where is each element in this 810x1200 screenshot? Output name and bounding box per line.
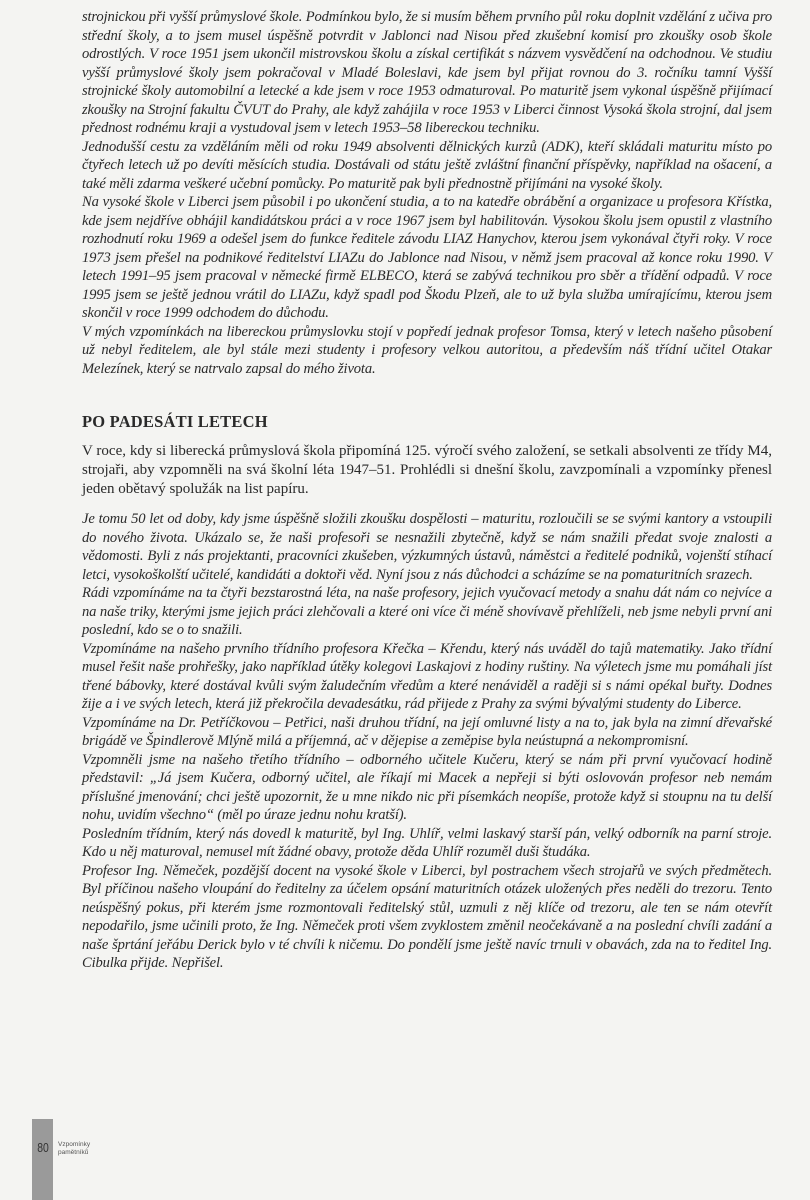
- paragraph: Posledním třídním, který nás dovedl k maturitě, byl Ing. Uhlíř, velmi laskavý starší pán, velký odborník na parní stroje. Kdo u něj maturoval, nemusel mít žádné obavy, protože děda Uhlíř rozuměl duši študáka.: [82, 825, 772, 860]
- paragraph: Vzpomínáme na Dr. Petříčkovou – Petřici, naši druhou třídní, na její omluvné listy a na to, jak byla na zimní dřevařské brigádě ve Špindlerově Mlýně milá a příjemná, ač v dějepise a zeměpise byla neústupná a nekompromisní.: [82, 714, 772, 749]
- paragraph: Rádi vzpomínáme na ta čtyři bezstarostná léta, na naše profesory, jejich vyučovací metody a snahu dát nám co nejvíce a na naše triky, kterými jsme jejich práci zlehčovali a které oni více či méně shovívavě přehlíželi, neb jsme nebyli první ani poslední, kdo se o to snažili.: [82, 585, 772, 638]
- paragraph: Vzpomněli jsme na našeho třetího třídního – odborného učitele Kučeru, který se nám při první vyučovací hodině představil: „Já jsem Kučera, odborný učitel, ale říkají mi Macek a nepřeji si býti oslovován profesor neb nemám příslušné jmenování; chci ještě upozornit, že u mne nikdo nic při písemkách neopíše, protože když si stoupnu na tu delší nohu, uvidím všechno“ (měl po úraze jednu nohu kratší).: [82, 751, 772, 823]
- paragraph: Jednodušší cestu za vzděláním měli od roku 1949 absolventi dělnických kurzů (ADK), kteří skládali maturitu místo po čtyřech letech už po devíti měsících studia. Dostávali od státu ještě zvláštní finanční příspěvky, například na ošacení, a také měli zdarma veškeré učební pomůcky. Po maturitě pak byli přednostně přijímáni na vysoké školy.: [82, 138, 772, 192]
- paragraph: Je tomu 50 let od doby, kdy jsme úspěšně složili zkoušku dospělosti – maturitu, rozloučili se se svými kantory a vstoupili do nového života. Ukázalo se, že naši profesoři se nesnažili zbytečně, když se nám snažili předat svoje znalosti a vědomosti. Byli z nás projektanti, pracovníci zkušeben, výzkumných ústavů, náměstci a ředitelé podniků, vojenští stíhací letci, vysokoškolští učitelé, kandidáti a doktoři věd. Nyní jsou z nás důchodci a scházíme se na pomaturitních srazech.: [82, 511, 772, 583]
- paragraph: V mých vzpomínkách na libereckou průmyslovku stojí v popředí jednak profesor Tomsa, který v letech našeho působení už nebyl ředitelem, ale byl stále mezi studenty i profesory velkou autoritou, a především náš třídní učitel Otakar Melezínek, který se natrvalo zapsal do mého života.: [82, 323, 772, 377]
- paragraph: strojnickou při vyšší průmyslové škole. Podmínkou bylo, že si musím během prvního půl roku doplnit vzdělání z učiva pro střední školy, a to jsem musel úspěšně potvrdit v Jablonci nad Nisou před zkušební komisí pro zkoušky osob škole odrostlých. V roce 1951 jsem ukončil mistrovskou školu a získal certifikát s názvem vysvědčení na odchodnou. Ve studiu vyšší průmyslové školy jsem pokračoval v Mladé Boleslavi, kde jsem byl přijat rovnou do 3. ročníku tamní Vyšší strojnické školy automobilní a letecké a kde jsem v roce 1953 odmaturoval. Po maturitě jsem vykonal úspěšně přijímací zkoušky na Strojní fakultu ČVUT do Prahy, ale když zahájila v roce 1953 v Liberci činnost Vysoká škola strojní, dal jsem přednost rodnému kraji a vystudoval jsem v letech 1953–58 libereckou techniku.: [82, 9, 772, 136]
- section-text: [82, 510, 772, 973]
- section-heading: PO PADESÁTI LETECH: [82, 412, 268, 431]
- continued-text: [82, 8, 772, 378]
- page-content: [82, 8, 772, 973]
- section-intro: V roce, kdy si liberecká průmyslová škola připomíná 125. výročí svého založení, se setkali absolventi ze třídy M4, strojaři, aby vzpomněli na svá školní léta 1947–51. Prohlédli si dnešní školu, zavzpomínali a vzpomínky přenesl jeden obětavý spolužák na list papíru.: [82, 443, 772, 497]
- paragraph: Vzpomínáme na našeho prvního třídního profesora Křečka – Křendu, který nás uváděl do tajů matematiky. Jako třídní musel řešit naše prohřešky, jako například útěky kolegovi Laskajovi z hodiny ruštiny. Na výletech jsme mu pomáhali jíst třené bábovky, které dostával kvůli svým žaludečním vředům a které nenáviděl a raději si s námi opékal buřty. Dodnes žije a i ve svých letech, která již překročila devadesátku, rád přijede z Prahy za svými bývalými studenty do Liberce.: [82, 640, 772, 712]
- paragraph: Profesor Ing. Němeček, pozdější docent na vysoké škole v Liberci, byl postrachem všech strojařů ve svých předmětech. Byl příčinou našeho vloupání do ředitelny za účelem opsání maturitních otázek uložených přes neděli do trezoru. Tento neúspěšný pokus, při kterém jsme rozmontovali ředitelský stůl, uzmuli z něj klíče od trezoru, ale ten se nám otevřít nepodařilo, jsme učinili proto, že Ing. Němeček proti všem zvyklostem změnil neočekávaně a na poslední chvíli zadání a naše šprtání jeřábu Derick bylo v té chvíli k ničemu. Do pondělí jsme ještě navíc trnuli v obavách, zda na to ředitel Ing. Cibulka přijde. Nepřišel.: [82, 862, 772, 971]
- page-number: 80: [37, 1140, 49, 1155]
- footer-bar: [32, 1119, 53, 1200]
- paragraph: Na vysoké škole v Liberci jsem působil i po ukončení studia, a to na katedře obrábění a organizace u profesora Křístka, kde jsem nejdříve obhájil kandidátskou práci a v roce 1967 jsem byl habilitován. Vysokou školu jsem opustil z vlastního rozhodnutí roku 1969 a odešel jsem do funkce ředitele závodu LIAZ Hanychov, kterou jsem vykonával čtyři roky. V roce 1973 jsem přešel na podnikové ředitelství LIAZu do Jablonce nad Nisou, v němž jsem pracoval až konce roku 1990. V letech 1991–95 jsem pracoval v německé firmě ELBECO, která se zabývá technikou pro sběr a třídění odpadů. V roce 1995 jsem se ještě jednou vrátil do LIAZu, když spadl pod Škodu Plzeň, ale to už byla služba umírajícímu, kterou jsem skončil v roce 1999 odchodem do důchodu.: [82, 194, 772, 321]
- publication-title: Vzpomínky pamětníků: [58, 1141, 91, 1156]
